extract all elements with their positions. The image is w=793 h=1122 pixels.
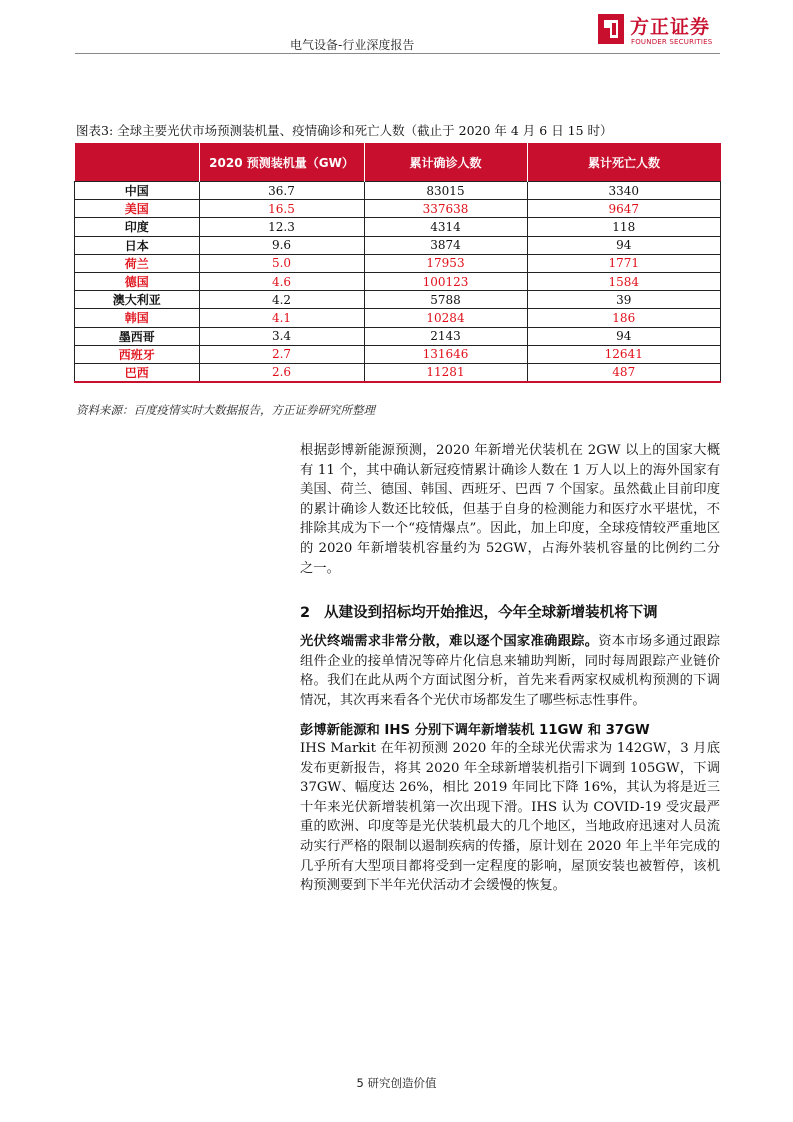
table-cell-country: 澳大利亚 [75, 291, 200, 309]
data-table [74, 143, 721, 383]
table-row [75, 291, 721, 309]
table-cell-confirmed: 5788 [364, 291, 527, 309]
section-heading [300, 601, 658, 622]
table-cell-deaths: 94 [527, 236, 721, 254]
table-row [75, 200, 721, 218]
table-cell-deaths: 186 [527, 309, 721, 327]
table-cell-gw: 5.0 [199, 254, 364, 272]
table-row [75, 363, 721, 382]
paragraph [300, 632, 720, 710]
paragraph-text: 资本市场多通过跟踪组件企业的接单情况等碎片化信息来辅助判断，同时每周跟踪产业链价格。我们在此从两个方面试图分析，首先来看两家权威机构预测的下调情况，其次再来看各个光伏市场都发生了哪些标志性事件。 [300, 634, 721, 708]
table-cell-gw: 4.2 [199, 291, 364, 309]
table-cell-gw: 2.6 [199, 363, 364, 382]
table-cell-country: 日本 [75, 236, 200, 254]
paragraph-lead: 光伏终端需求非常分散，难以逐个国家准确跟踪。 [300, 634, 599, 649]
table-cell-gw: 4.1 [199, 309, 364, 327]
table-cell-deaths: 94 [527, 327, 721, 345]
table-cell-deaths: 12641 [527, 345, 721, 363]
table-cell-confirmed: 3874 [364, 236, 527, 254]
table-cell-country: 荷兰 [75, 254, 200, 272]
table-cell-country: 中国 [75, 182, 200, 200]
table-cell-confirmed: 17953 [364, 254, 527, 272]
table-row [75, 327, 721, 345]
logo-text-cn: 方正证券 [630, 16, 711, 38]
table-cell-confirmed: 11281 [364, 363, 527, 382]
column-header [75, 143, 200, 182]
table-row [75, 218, 721, 236]
table-row [75, 254, 721, 272]
page-footer: 5 研究创造价值 [356, 1076, 437, 1090]
company-logo [598, 12, 728, 52]
table-cell-deaths: 118 [527, 218, 721, 236]
table-cell-deaths: 9647 [527, 200, 721, 218]
table-cell-country: 墨西哥 [75, 327, 200, 345]
table-cell-country: 印度 [75, 218, 200, 236]
section-title: 从建设到招标均开始推迟，今年全球新增装机将下调 [324, 605, 658, 621]
table-cell-deaths: 1584 [527, 272, 721, 290]
table-header-row [75, 143, 721, 182]
table-cell-confirmed: 131646 [364, 345, 527, 363]
founder-logo-icon [598, 14, 624, 44]
sub-heading: 彭博新能源和 IHS 分别下调年新增装机 11GW 和 37GW [300, 723, 650, 738]
table-cell-deaths: 487 [527, 363, 721, 382]
column-header: 累计确诊人数 [364, 143, 527, 182]
table-cell-gw: 9.6 [199, 236, 364, 254]
table-cell-confirmed: 4314 [364, 218, 527, 236]
table-cell-confirmed: 10284 [364, 309, 527, 327]
table-cell-deaths: 3340 [527, 182, 721, 200]
table-cell-deaths: 39 [527, 291, 721, 309]
table-cell-country: 美国 [75, 200, 200, 218]
table-row [75, 236, 721, 254]
table-cell-confirmed: 2143 [364, 327, 527, 345]
column-header: 2020 预测装机量（GW） [199, 143, 364, 182]
table-cell-country: 西班牙 [75, 345, 200, 363]
table-cell-gw: 12.3 [199, 218, 364, 236]
header-title: 电气设备-行业深度报告 [290, 38, 415, 52]
table-row [75, 182, 721, 200]
table-row [75, 309, 721, 327]
table-cell-gw: 16.5 [199, 200, 364, 218]
table-cell-gw: 4.6 [199, 272, 364, 290]
paragraph: IHS Markit 在年初预测 2020 年的全球光伏需求为 142GW，3 月底发布更新报告，将其 2020 年全球新增装机指引下调到 105GW，下调 37GW、幅度达 26%，相比 2019 年同比下降 16%，其认为将是近三十年来光伏新增装机第一次出现下滑。IHS 认为 COVID-19 受灾最严重的欧洲、印度等是光伏装机最大的几个地区，当地政府迅速对人员流动实行严格的限制以遏制疾病的传播，原计划在 2020 年上半年完成的几乎所有大型项目都将受到一定程度的影响，屋顶安装也被暂停，该机构预测要到下半年光伏活动才会缓慢的恢复。 [300, 741, 720, 894]
table-cell-deaths: 1771 [527, 254, 721, 272]
table-row [75, 272, 721, 290]
table-cell-confirmed: 83015 [364, 182, 527, 200]
figure-caption: 图表3: 全球主要光伏市场预测装机量、疫情确诊和死亡人数（截止于 2020 年 4 月 6 日 15 时） [76, 123, 613, 138]
table-cell-confirmed: 100123 [364, 272, 527, 290]
logo-text-en: FOUNDER SECURITIES [631, 38, 713, 46]
header-divider [75, 53, 720, 54]
table-cell-gw: 36.7 [199, 182, 364, 200]
table-cell-gw: 3.4 [199, 327, 364, 345]
paragraph: 根据彭博新能源预测，2020 年新增光伏装机在 2GW 以上的国家大概有 11 个，其中确认新冠疫情累计确诊人数在 1 万人以上的海外国家有美国、荷兰、德国、韩国、西班牙、巴西 7 个国家。虽然截止目前印度的累计确诊人数还比较低，但基于自身的检测能力和医疗水平堪忧，不排除其成为下一个“疫情爆点”。因此，加上印度，全球疫情较严重地区的 2020 年新增装机容量约为 52GW，占海外装机容量的比例约二分之一。 [300, 443, 720, 576]
column-header: 累计死亡人数 [527, 143, 721, 182]
table-cell-confirmed: 337638 [364, 200, 527, 218]
table-cell-country: 德国 [75, 272, 200, 290]
table-row [75, 345, 721, 363]
section-number: 2 [300, 605, 311, 621]
table-cell-country: 韩国 [75, 309, 200, 327]
table-cell-country: 巴西 [75, 363, 200, 382]
figure-source: 资料来源：百度疫情实时大数据报告，方正证券研究所整理 [76, 403, 375, 417]
table-cell-gw: 2.7 [199, 345, 364, 363]
